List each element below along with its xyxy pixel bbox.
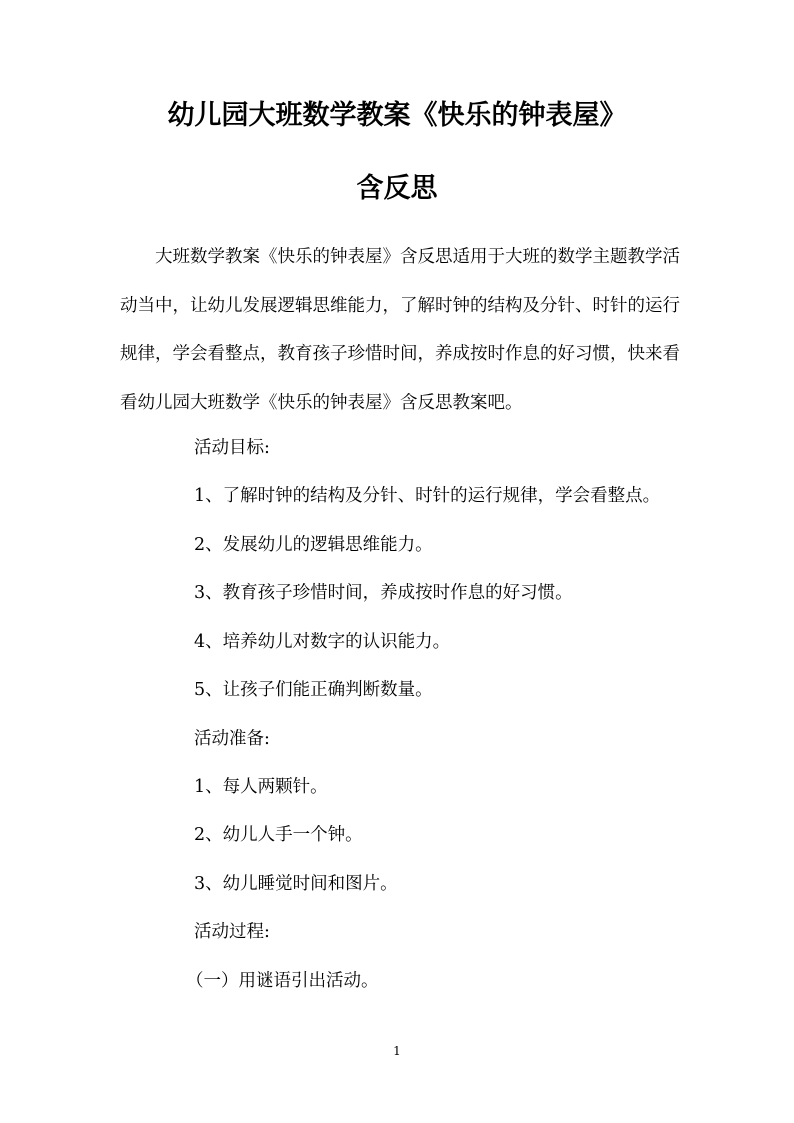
- page-number: 1: [393, 1044, 401, 1058]
- goal-item: 2、发展幼儿的逻辑思维能力。: [194, 535, 433, 555]
- process-step: （一）用谜语引出活动。: [186, 971, 379, 991]
- goal-item: 3、教育孩子珍惜时间，养成按时作息的好习惯。: [194, 583, 573, 603]
- intro-paragraph: 大班数学教案《快乐的钟表屋》含反思适用于大班的数学主题教学活动当中，让幼儿发展逻辑思维能力，了解时钟的结构及分针、时针的运行规律，学会看整点，教育孩子珍惜时间，养成按时作息的好习惯，快来看看幼儿园大班数学《快乐的钟表屋》含反思教案吧。: [120, 247, 680, 413]
- document-title-continued: 含反思: [356, 173, 438, 204]
- prep-item: 3、幼儿睡觉时间和图片。: [194, 874, 398, 894]
- prep-heading: 活动准备:: [194, 729, 270, 749]
- goal-item: 5、让孩子们能正确判断数量。: [194, 680, 433, 700]
- goals-heading: 活动目标:: [194, 438, 270, 458]
- process-heading: 活动过程:: [194, 922, 270, 942]
- goal-item: 4、培养幼儿对数字的认识能力。: [194, 632, 451, 652]
- prep-item: 2、幼儿人手一个钟。: [194, 825, 363, 845]
- prep-item: 1、每人两颗针。: [194, 777, 328, 797]
- goal-item: 1、了解时钟的结构及分针、时针的运行规律，学会看整点。: [194, 486, 661, 506]
- document-title: 幼儿园大班数学教案《快乐的钟表屋》: [167, 100, 627, 131]
